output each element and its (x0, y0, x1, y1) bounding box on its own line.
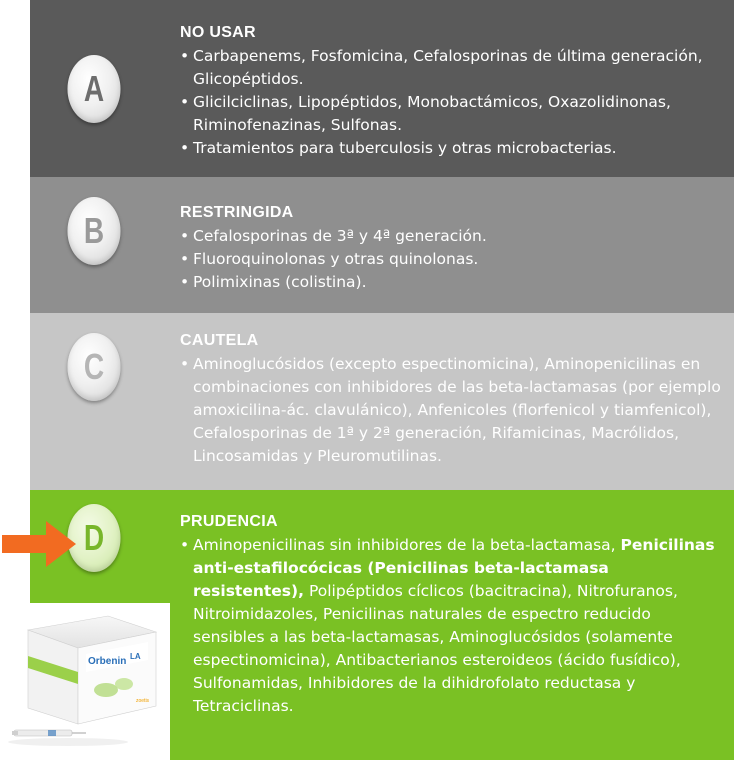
category-a-content (180, 21, 724, 160)
category-d-content (180, 510, 724, 718)
category-c-title: CAUTELA (180, 332, 259, 349)
category-b-list (180, 225, 724, 294)
item-text-bold: Penicilinas anti-estafilocócicas (Penicilinas beta-lactamasa resistentes), (193, 536, 715, 600)
category-b-badge: B (67, 197, 120, 265)
category-c-badge: C (67, 333, 120, 401)
item-text: Polipéptidos cíclicos (bacitracina), Nitrofuranos, Nitroimidazoles, Penicilinas naturales de espectro reducido sensibles a las beta-lactamasas, Aminoglucósidos (solamente espectinomicina), Antibacterianos esteroideos (ácido fusídico), Sulfonamidas, Inhibidores de la dihidrofolato reductasa y Tetraciclinas. (193, 582, 681, 715)
category-a-title: NO USAR (180, 24, 256, 41)
list-item: • Carbapenems, Fosfomicina, Cefalosporinas de última generación, Glicopéptidos. (180, 45, 724, 91)
category-b-content (180, 201, 724, 294)
category-c-content (180, 329, 724, 468)
item-text: Aminopenicilinas sin inhibidores de la beta-lactamasa, (193, 536, 616, 554)
product-maker: zoetis (136, 698, 150, 704)
category-c-list (180, 353, 724, 468)
list-item: • Glicilciclinas, Lipopéptidos, Monobactámicos, Oxazolidinonas, Riminofenazinas, Sulfonas. (180, 91, 724, 137)
list-item (180, 534, 724, 718)
category-d-title: PRUDENCIA (180, 513, 278, 530)
category-d-badge: D (67, 504, 120, 572)
category-a-list (180, 45, 724, 160)
product-brand: Orbenin (88, 656, 127, 667)
list-item: • Tratamientos para tuberculosis y otras microbacterias. (180, 137, 724, 160)
list-item: • Polimixinas (colistina). (180, 271, 724, 294)
arrow-right-icon (2, 521, 76, 567)
product-suffix: LA (130, 652, 141, 661)
category-d-list (180, 534, 724, 718)
list-item: • Fluoroquinolonas y otras quinolonas. (180, 248, 724, 271)
list-item: • Cefalosporinas de 3ª y 4ª generación. (180, 225, 724, 248)
list-item: • Aminoglucósidos (excepto espectinomicina), Aminopenicilinas en combinaciones con inhibidores de las beta-lactamasas (por ejemplo amoxicilina-ác. clavulánico), Anfenicoles (florfenicol y tiamfenicol), Cefalosporinas de 1ª y 2ª generación, Rifamicinas, Macrólidos, Lincosamidas y Pleuromutilinas. (180, 353, 724, 468)
category-a-badge: A (67, 55, 120, 123)
category-b-title: RESTRINGIDA (180, 204, 294, 221)
product-package-image (8, 612, 168, 752)
